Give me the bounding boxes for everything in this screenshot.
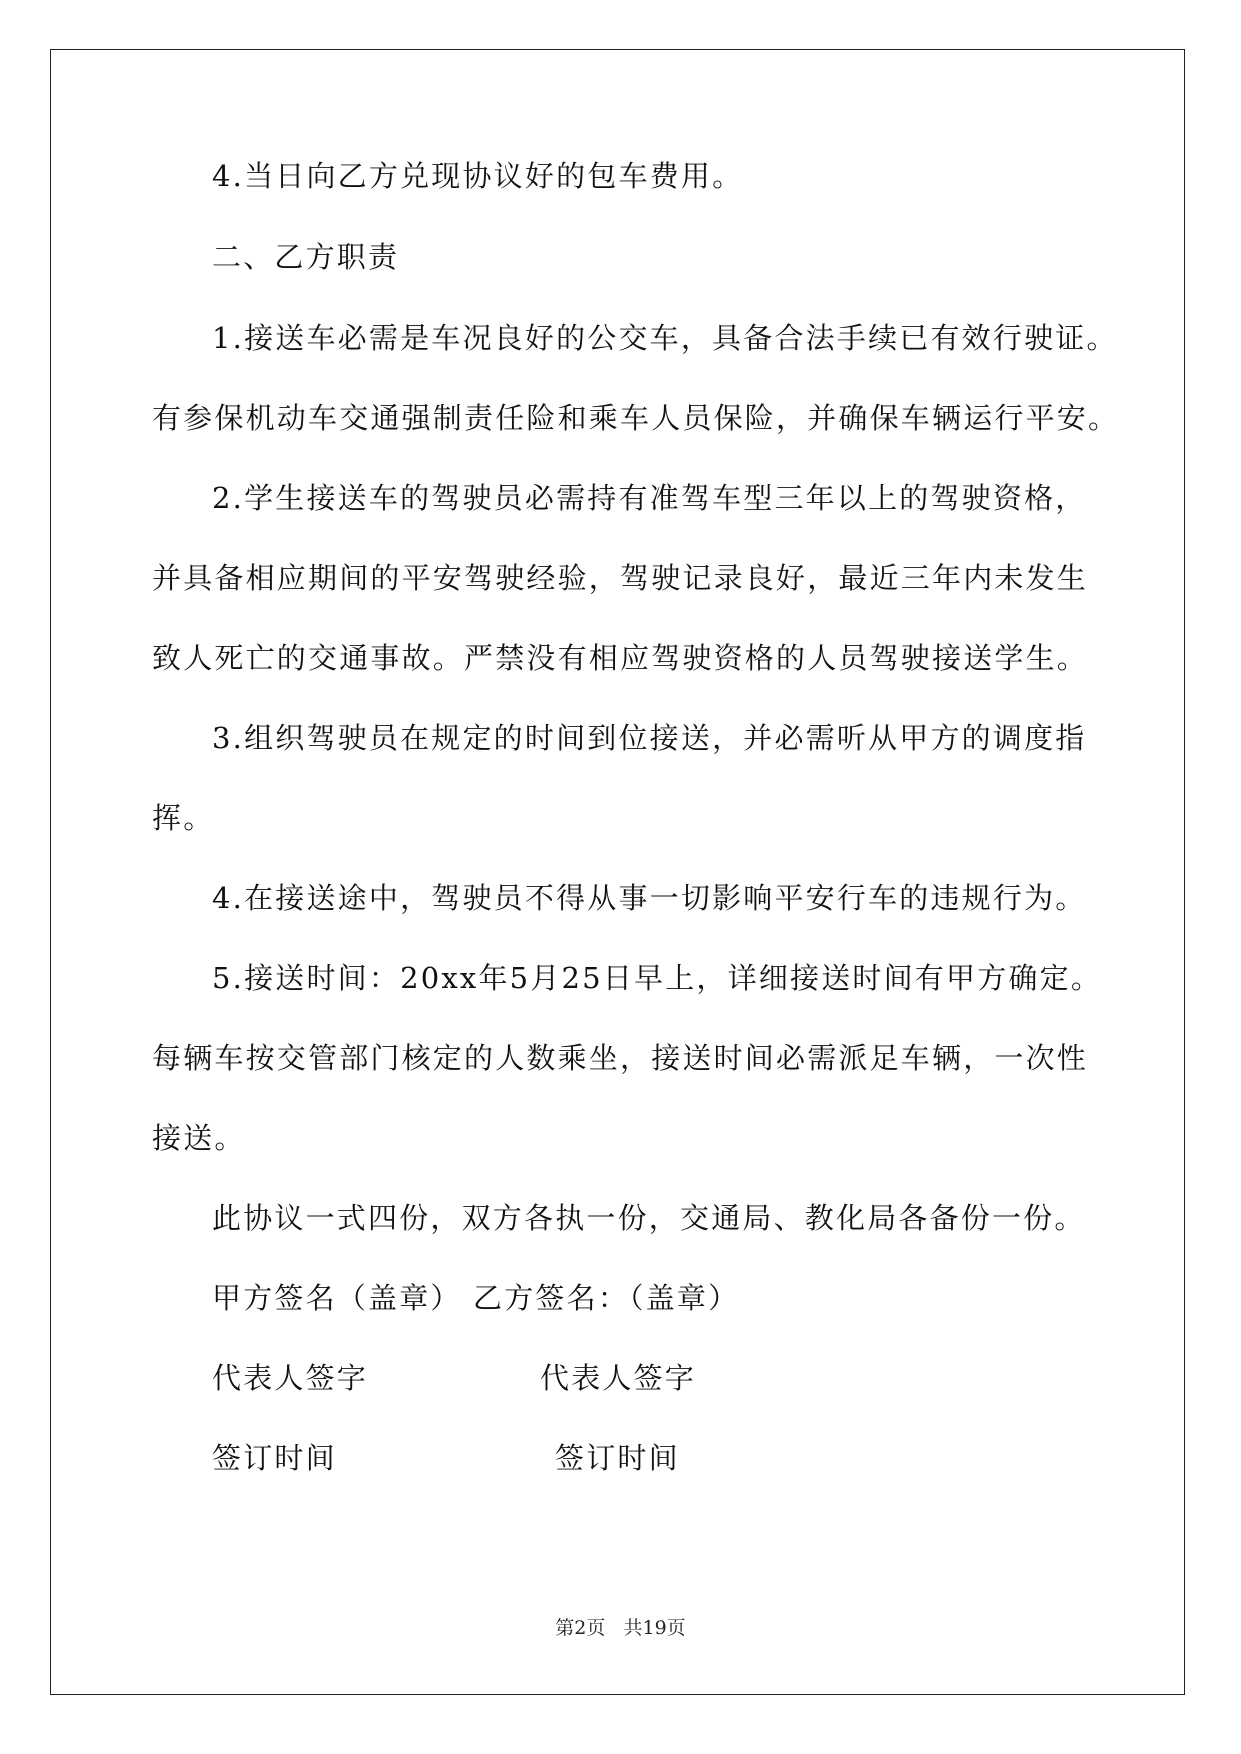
text-line-13: 接送。 (152, 1121, 246, 1155)
representative-label-right: 代表人签字 (540, 1361, 697, 1395)
text-line-3: 1.接送车必需是车况良好的公交车，具备合法手续已有效行驶证。 (212, 321, 1118, 355)
text-line-9: 挥。 (152, 801, 215, 835)
sign-date-label-right: 签订时间 (555, 1441, 680, 1475)
text-line-10: 4.在接送途中，驾驶员不得从事一切影响平安行车的违规行为。 (212, 881, 1087, 915)
text-line-12: 每辆车按交管部门核定的人数乘坐，接送时间必需派足车辆，一次性 (152, 1041, 1089, 1075)
text-line-7: 致人死亡的交通事故。严禁没有相应驾驶资格的人员驾驶接送学生。 (152, 641, 1089, 675)
text-line-8: 3.组织驾驶员在规定的时间到位接送，并必需听从甲方的调度指 (212, 721, 1087, 755)
sign-date-label-left: 签订时间 (212, 1441, 337, 1475)
text-line-5: 2.学生接送车的驾驶员必需持有准驾车型三年以上的驾驶资格， (212, 481, 1087, 515)
text-line-1: 4.当日向乙方兑现协议好的包车费用。 (212, 159, 744, 193)
section-heading-party-b: 二、乙方职责 (212, 240, 400, 274)
text-line-11: 5.接送时间：20xx年5月25日早上，详细接送时间有甲方确定。 (212, 961, 1103, 995)
text-line-4: 有参保机动车交通强制责任险和乘车人员保险，并确保车辆运行平安。 (152, 401, 1120, 435)
signature-line: 甲方签名（盖章） 乙方签名：（盖章） (212, 1281, 740, 1315)
text-line-14: 此协议一式四份，双方各执一份，交通局、教化局各备份一份。 (212, 1201, 1086, 1235)
page-number-footer: 第2页 共19页 (555, 1617, 686, 1639)
text-line-6: 并具备相应期间的平安驾驶经验，驾驶记录良好，最近三年内未发生 (152, 561, 1089, 595)
representative-label-left: 代表人签字 (212, 1361, 369, 1395)
